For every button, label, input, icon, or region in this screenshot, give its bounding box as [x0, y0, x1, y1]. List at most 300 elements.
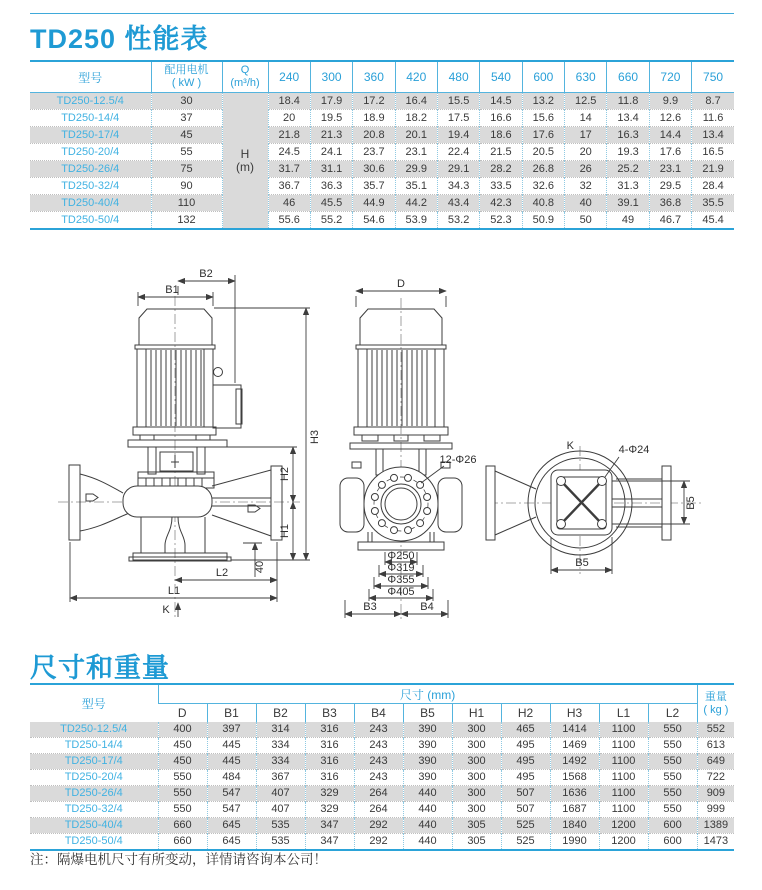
- flow-header: 420: [395, 61, 437, 93]
- head-value-cell: 24.5: [268, 144, 310, 161]
- dimension-value-cell: 329: [305, 802, 354, 818]
- head-value-cell: 35.7: [353, 178, 395, 195]
- head-value-cell: 16.6: [480, 110, 522, 127]
- head-value-cell: 16.5: [692, 144, 734, 161]
- head-value-cell: 50: [565, 212, 607, 230]
- dimension-value-cell: 300: [452, 754, 501, 770]
- head-value-cell: 17: [565, 127, 607, 144]
- dimensions-row: [30, 802, 734, 818]
- dimension-value-cell: 440: [403, 818, 452, 834]
- bolt-hole: [371, 494, 378, 501]
- bolt-hole: [405, 474, 412, 481]
- head-value-cell: 15.6: [522, 110, 564, 127]
- dimension-value-cell: 407: [256, 802, 305, 818]
- dimension-value-cell: 316: [305, 770, 354, 786]
- dimension-value-cell: 1100: [599, 770, 648, 786]
- flow-header: 240: [268, 61, 310, 93]
- plan-view-drawing: [486, 440, 702, 574]
- head-value-cell: 16.4: [395, 93, 437, 110]
- dimensions-row: [30, 818, 734, 834]
- bolt-hole: [417, 520, 424, 527]
- head-value-cell: 23.1: [649, 161, 691, 178]
- flow-header: 300: [310, 61, 352, 93]
- model-cell: TD250-50/4: [30, 834, 158, 851]
- dimension-value-cell: 600: [648, 818, 697, 834]
- head-value-cell: 42.3: [480, 195, 522, 212]
- motor-power-cell: 132: [151, 212, 222, 230]
- head-value-cell: 46.7: [649, 212, 691, 230]
- head-value-cell: 12.5: [565, 93, 607, 110]
- dimension-value-cell: 292: [354, 818, 403, 834]
- head-value-cell: 32: [565, 178, 607, 195]
- dimension-value-cell: 292: [354, 834, 403, 851]
- footnote: 注：隔爆电机尺寸有所变动，详情请咨询本公司！: [30, 852, 327, 867]
- head-symbol: H: [240, 146, 250, 161]
- head-value-cell: 28.2: [480, 161, 522, 178]
- model-cell: TD250-17/4: [30, 127, 151, 144]
- weight-value-cell: 1389: [697, 818, 734, 834]
- head-value-cell: 30.6: [353, 161, 395, 178]
- head-value-cell: 22.4: [437, 144, 479, 161]
- flow-header: 750: [692, 61, 734, 93]
- dimension-value-cell: 305: [452, 834, 501, 851]
- weight-value-cell: 999: [697, 802, 734, 818]
- dimension-header: B3: [305, 704, 354, 723]
- weight-value-cell: 649: [697, 754, 734, 770]
- head-value-cell: 18.9: [353, 110, 395, 127]
- dimension-value-cell: 390: [403, 770, 452, 786]
- flow-header: 480: [437, 61, 479, 93]
- dimensions-table: [30, 683, 734, 851]
- dimension-value-cell: 334: [256, 738, 305, 754]
- head-value-cell: 21.9: [692, 161, 734, 178]
- dimension-value-cell: 243: [354, 738, 403, 754]
- terminal-box: [213, 385, 241, 428]
- head-value-cell: 18.2: [395, 110, 437, 127]
- head-value-cell: 12.6: [649, 110, 691, 127]
- bolt-count-top-label: 4-Φ24: [618, 444, 650, 456]
- head-value-cell: 25.2: [607, 161, 649, 178]
- performance-row: [30, 195, 734, 212]
- head-value-cell: 17.9: [310, 93, 352, 110]
- bolt-hole: [371, 508, 378, 515]
- dimension-value-cell: 495: [501, 754, 550, 770]
- head-value-cell: 26.8: [522, 161, 564, 178]
- dimension-value-cell: 300: [452, 802, 501, 818]
- dimensions-row: [30, 770, 734, 786]
- dimension-header: B5: [403, 704, 452, 723]
- dimension-value-cell: 407: [256, 786, 305, 802]
- head-value-cell: 53.9: [395, 212, 437, 230]
- head-unit: (m): [236, 159, 254, 174]
- head-value-cell: 39.1: [607, 195, 649, 212]
- view-k-label: K: [162, 604, 170, 616]
- motor-power-cell: 55: [151, 144, 222, 161]
- bolt-hole: [417, 481, 424, 488]
- head-value-cell: 21.5: [480, 144, 522, 161]
- dimension-value-cell: 440: [403, 802, 452, 818]
- head-value-cell: 18.6: [480, 127, 522, 144]
- dimension-header: D: [158, 704, 207, 723]
- dimension-value-cell: 645: [207, 818, 256, 834]
- dimension-value-cell: 484: [207, 770, 256, 786]
- head-value-cell: 52.3: [480, 212, 522, 230]
- pump-technical-drawings: [0, 228, 762, 648]
- motor-power-cell: 45: [151, 127, 222, 144]
- model-cell: TD250-14/4: [30, 110, 151, 127]
- head-value-cell: 19.4: [437, 127, 479, 144]
- section-title-dimensions: 尺寸和重量: [30, 653, 170, 683]
- page-title: TD250 性能表: [30, 24, 209, 54]
- dimension-value-cell: 550: [158, 802, 207, 818]
- model-cell: TD250-12.5/4: [30, 722, 158, 738]
- flow-header: 720: [649, 61, 691, 93]
- head-value-cell: 19.5: [310, 110, 352, 127]
- size-group-header: 尺寸 (mm): [158, 684, 697, 704]
- head-value-cell: 28.4: [692, 178, 734, 195]
- dimension-value-cell: 550: [648, 754, 697, 770]
- dim-phi319-label: Φ319: [387, 562, 415, 574]
- dimension-value-cell: 243: [354, 770, 403, 786]
- dimension-value-cell: 547: [207, 802, 256, 818]
- performance-row: [30, 161, 734, 178]
- weight-value-cell: 1473: [697, 834, 734, 851]
- dim-h2-label: H2: [279, 466, 291, 482]
- bolt-hole: [424, 508, 431, 515]
- dimension-value-cell: 305: [452, 818, 501, 834]
- dimension-value-cell: 645: [207, 834, 256, 851]
- dimension-value-cell: 550: [648, 770, 697, 786]
- dimension-value-cell: 495: [501, 738, 550, 754]
- dimension-header: L1: [599, 704, 648, 723]
- dimension-value-cell: 314: [256, 722, 305, 738]
- dimension-value-cell: 507: [501, 786, 550, 802]
- head-value-cell: 20: [268, 110, 310, 127]
- dimension-value-cell: 550: [158, 786, 207, 802]
- performance-row: [30, 127, 734, 144]
- dimension-value-cell: 400: [158, 722, 207, 738]
- view-k-arrow-label: K: [566, 440, 574, 452]
- head-value-cell: 17.6: [649, 144, 691, 161]
- dimension-value-cell: 525: [501, 834, 550, 851]
- dimension-value-cell: 1636: [550, 786, 599, 802]
- head-value-cell: 13.4: [607, 110, 649, 127]
- dimension-value-cell: 445: [207, 738, 256, 754]
- dimensions-header-row1: [30, 684, 734, 704]
- bolt-hole: [378, 481, 385, 488]
- head-value-cell: 17.6: [522, 127, 564, 144]
- model-cell: TD250-26/4: [30, 161, 151, 178]
- dimension-value-cell: 550: [648, 738, 697, 754]
- head-value-cell: 29.1: [437, 161, 479, 178]
- motor-power-cell: 75: [151, 161, 222, 178]
- dimension-value-cell: 300: [452, 786, 501, 802]
- model-cell: TD250-14/4: [30, 738, 158, 754]
- dimension-value-cell: 550: [648, 786, 697, 802]
- head-value-cell: 9.9: [649, 93, 691, 110]
- dimension-value-cell: 445: [207, 754, 256, 770]
- dimension-value-cell: 367: [256, 770, 305, 786]
- head-value-cell: 18.4: [268, 93, 310, 110]
- head-value-cell: 53.2: [437, 212, 479, 230]
- head-value-cell: 40.8: [522, 195, 564, 212]
- dimension-value-cell: 316: [305, 722, 354, 738]
- dimension-value-cell: 264: [354, 786, 403, 802]
- performance-table: [30, 60, 734, 230]
- dimension-value-cell: 450: [158, 754, 207, 770]
- head-value-cell: 44.9: [353, 195, 395, 212]
- dimension-value-cell: 316: [305, 738, 354, 754]
- head-value-cell: 36.8: [649, 195, 691, 212]
- head-value-cell: 55.2: [310, 212, 352, 230]
- dim-40-label: 40: [254, 560, 266, 574]
- dimension-value-cell: 440: [403, 834, 452, 851]
- dim-b1-label: B1: [165, 284, 179, 296]
- model-cell: TD250-40/4: [30, 818, 158, 834]
- flow-header: 600: [522, 61, 564, 93]
- performance-row: [30, 93, 734, 110]
- head-value-cell: 21.8: [268, 127, 310, 144]
- head-value-cell: 23.7: [353, 144, 395, 161]
- head-value-cell: 35.1: [395, 178, 437, 195]
- flow-header: 540: [480, 61, 522, 93]
- dimension-value-cell: 535: [256, 818, 305, 834]
- head-value-cell: 23.1: [395, 144, 437, 161]
- dimension-value-cell: 243: [354, 722, 403, 738]
- head-value-cell: 35.5: [692, 195, 734, 212]
- head-value-cell: 36.7: [268, 178, 310, 195]
- dimension-value-cell: 1100: [599, 722, 648, 738]
- head-value-cell: 14.4: [649, 127, 691, 144]
- bolt-hole: [391, 474, 398, 481]
- dimension-value-cell: 1840: [550, 818, 599, 834]
- head-value-cell: 14: [565, 110, 607, 127]
- head-value-cell: 31.7: [268, 161, 310, 178]
- dim-h3-label: H3: [309, 429, 321, 445]
- dimension-value-cell: 316: [305, 754, 354, 770]
- bolt-hole: [424, 494, 431, 501]
- dimension-value-cell: 390: [403, 722, 452, 738]
- dimension-value-cell: 525: [501, 818, 550, 834]
- dimension-value-cell: 397: [207, 722, 256, 738]
- dimension-value-cell: 1990: [550, 834, 599, 851]
- head-value-cell: 32.6: [522, 178, 564, 195]
- motor-power-cell: 110: [151, 195, 222, 212]
- dimension-value-cell: 1100: [599, 802, 648, 818]
- dim-b3-label: B3: [363, 601, 377, 613]
- dimension-header: L2: [648, 704, 697, 723]
- flow-header: 630: [565, 61, 607, 93]
- motor-power-cell: 30: [151, 93, 222, 110]
- dimension-value-cell: 390: [403, 738, 452, 754]
- dimensions-row: [30, 786, 734, 802]
- front-view-drawing: [340, 278, 476, 622]
- inlet-flow-arrow: [86, 494, 98, 501]
- dim-l1-label: L1: [167, 585, 181, 597]
- head-value-cell: 45.4: [692, 212, 734, 230]
- bolt-hole: [405, 527, 412, 534]
- head-value-cell: 11.8: [607, 93, 649, 110]
- motor-power-cell: 90: [151, 178, 222, 195]
- dimension-value-cell: 300: [452, 770, 501, 786]
- dimension-value-cell: 550: [648, 802, 697, 818]
- dimension-value-cell: 450: [158, 738, 207, 754]
- head-value-cell: 49: [607, 212, 649, 230]
- dim-phi250-label: Φ250: [387, 550, 415, 562]
- dim-h1-label: H1: [279, 523, 291, 539]
- model-cell: TD250-20/4: [30, 144, 151, 161]
- model-column-header: 型号: [81, 697, 106, 711]
- head-value-cell: 33.5: [480, 178, 522, 195]
- head-value-cell: 29.5: [649, 178, 691, 195]
- dimensions-row: [30, 754, 734, 770]
- dimension-value-cell: 1200: [599, 834, 648, 851]
- head-value-cell: 46: [268, 195, 310, 212]
- head-value-cell: 15.5: [437, 93, 479, 110]
- head-value-cell: 55.6: [268, 212, 310, 230]
- head-unit-cell: [222, 93, 268, 230]
- model-cell: TD250-12.5/4: [30, 93, 151, 110]
- dimension-header: B2: [256, 704, 305, 723]
- head-value-cell: 11.6: [692, 110, 734, 127]
- dim-phi405-label: Φ405: [387, 586, 415, 598]
- bolt-hole: [391, 527, 398, 534]
- model-column-header: 型号: [30, 61, 151, 93]
- flow-column-header: Q (m³/h): [222, 61, 268, 93]
- motor-power-cell: 37: [151, 110, 222, 127]
- head-value-cell: 21.3: [310, 127, 352, 144]
- head-value-cell: 13.2: [522, 93, 564, 110]
- head-value-cell: 54.6: [353, 212, 395, 230]
- head-value-cell: 26: [565, 161, 607, 178]
- performance-row: [30, 212, 734, 230]
- dimension-value-cell: 1414: [550, 722, 599, 738]
- weight-value-cell: 552: [697, 722, 734, 738]
- dimension-value-cell: 1568: [550, 770, 599, 786]
- head-value-cell: 16.3: [607, 127, 649, 144]
- model-cell: TD250-40/4: [30, 195, 151, 212]
- head-value-cell: 8.7: [692, 93, 734, 110]
- dimension-value-cell: 1687: [550, 802, 599, 818]
- dimension-value-cell: 660: [158, 818, 207, 834]
- dimension-header: H1: [452, 704, 501, 723]
- dimension-header: H3: [550, 704, 599, 723]
- performance-row: [30, 178, 734, 195]
- head-value-cell: 17.5: [437, 110, 479, 127]
- performance-header-row: [30, 61, 734, 93]
- dimension-value-cell: 507: [501, 802, 550, 818]
- side-view-drawing: [58, 268, 321, 618]
- dimension-value-cell: 550: [158, 770, 207, 786]
- dimension-value-cell: 329: [305, 786, 354, 802]
- dimension-value-cell: 600: [648, 834, 697, 851]
- head-value-cell: 13.4: [692, 127, 734, 144]
- dimension-value-cell: 547: [207, 786, 256, 802]
- top-rule: [30, 13, 734, 14]
- dimension-header: H2: [501, 704, 550, 723]
- dimension-value-cell: 264: [354, 802, 403, 818]
- dim-phi355-label: Φ355: [387, 574, 415, 586]
- head-value-cell: 20.8: [353, 127, 395, 144]
- dimension-value-cell: 1100: [599, 738, 648, 754]
- dim-b5-horizontal-label: B5: [575, 557, 589, 569]
- head-value-cell: 14.5: [480, 93, 522, 110]
- dimension-header: B4: [354, 704, 403, 723]
- dimension-value-cell: 495: [501, 770, 550, 786]
- dimension-value-cell: 1469: [550, 738, 599, 754]
- dimension-value-cell: 660: [158, 834, 207, 851]
- dimension-value-cell: 1492: [550, 754, 599, 770]
- model-cell: TD250-20/4: [30, 770, 158, 786]
- head-value-cell: 50.9: [522, 212, 564, 230]
- model-cell: TD250-50/4: [30, 212, 151, 230]
- dimension-value-cell: 347: [305, 834, 354, 851]
- dimension-value-cell: 535: [256, 834, 305, 851]
- dimension-value-cell: 300: [452, 738, 501, 754]
- dimensions-row: [30, 738, 734, 754]
- dim-b2-label: B2: [199, 268, 213, 280]
- flow-header: 660: [607, 61, 649, 93]
- dimension-value-cell: 550: [648, 722, 697, 738]
- dimension-value-cell: 1200: [599, 818, 648, 834]
- head-value-cell: 20: [565, 144, 607, 161]
- head-value-cell: 29.9: [395, 161, 437, 178]
- head-value-cell: 40: [565, 195, 607, 212]
- dimension-value-cell: 347: [305, 818, 354, 834]
- performance-row: [30, 110, 734, 127]
- dimension-value-cell: 334: [256, 754, 305, 770]
- dimension-value-cell: 1100: [599, 754, 648, 770]
- dimension-header: B1: [207, 704, 256, 723]
- head-value-cell: 45.5: [310, 195, 352, 212]
- dim-d-label: D: [397, 278, 405, 290]
- model-cell: TD250-26/4: [30, 786, 158, 802]
- weight-value-cell: 909: [697, 786, 734, 802]
- head-value-cell: 20.1: [395, 127, 437, 144]
- model-cell: TD250-32/4: [30, 802, 158, 818]
- head-value-cell: 43.4: [437, 195, 479, 212]
- head-value-cell: 19.3: [607, 144, 649, 161]
- dim-b5-vertical-label: B5: [685, 496, 697, 510]
- bolt-count-front-label: 12-Φ26: [439, 454, 477, 466]
- head-value-cell: 31.1: [310, 161, 352, 178]
- dimension-value-cell: 465: [501, 722, 550, 738]
- dimension-value-cell: 243: [354, 754, 403, 770]
- model-cell: TD250-17/4: [30, 754, 158, 770]
- head-value-cell: 24.1: [310, 144, 352, 161]
- head-value-cell: 20.5: [522, 144, 564, 161]
- head-value-cell: 17.2: [353, 93, 395, 110]
- weight-value-cell: 722: [697, 770, 734, 786]
- weight-column-header: 重量 ( kg ): [697, 684, 734, 722]
- head-value-cell: 36.3: [310, 178, 352, 195]
- dimension-value-cell: 390: [403, 754, 452, 770]
- dim-l2-label: L2: [215, 567, 229, 579]
- dimension-value-cell: 1100: [599, 786, 648, 802]
- bolt-hole: [378, 520, 385, 527]
- flow-header: 360: [353, 61, 395, 93]
- model-cell: TD250-32/4: [30, 178, 151, 195]
- dimension-value-cell: 440: [403, 786, 452, 802]
- motor-column-header: 配用电机 ( kW ): [151, 61, 222, 93]
- head-value-cell: 31.3: [607, 178, 649, 195]
- head-value-cell: 34.3: [437, 178, 479, 195]
- head-value-cell: 44.2: [395, 195, 437, 212]
- lifting-eyebolt: [214, 368, 223, 377]
- dim-b4-label: B4: [420, 601, 434, 613]
- dimensions-row: [30, 722, 734, 738]
- weight-value-cell: 613: [697, 738, 734, 754]
